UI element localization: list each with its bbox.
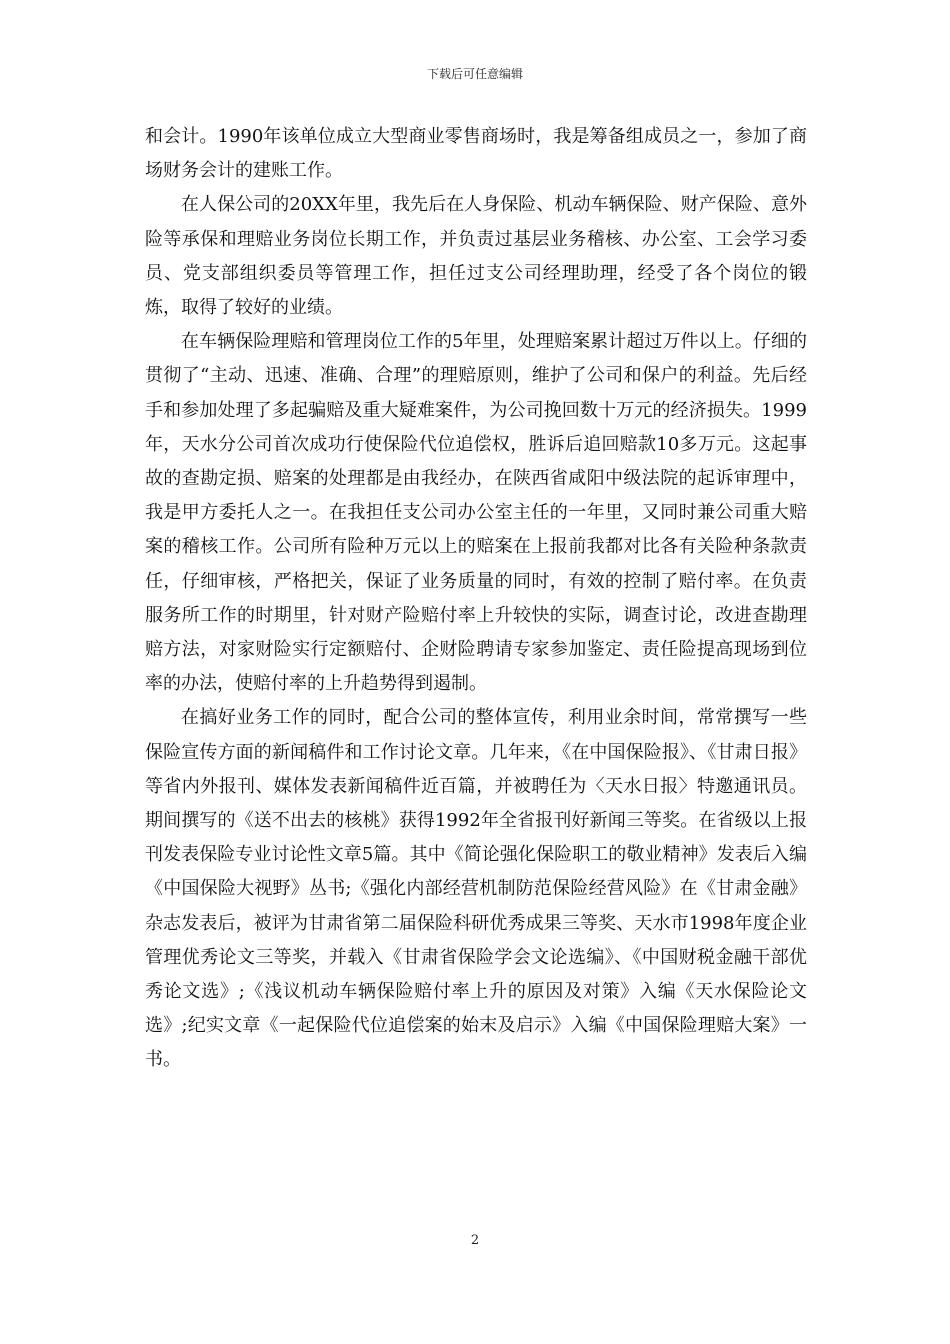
paragraph-career-overview: 在人保公司的20XX年里，我先后在人身保险、机动车辆保险、财产保险、意外险等承保和理赔业务岗位长期工作，并负责过基层业务稽核、办公室、工会学习委员、党支部组织委员等管理工作，担任过支公司经理助理，经受了各个岗位的锻炼，取得了较好的业绩。 (145, 194, 807, 319)
page-number: 2 (470, 1233, 480, 1248)
page-header: 下载后可任意编辑 (426, 67, 523, 81)
paragraph-claims-management: 在车辆保险理赔和管理岗位工作的5年里，处理赔案累计超过万件以上。仔细的贯彻了“主动、迅速、准确、合理”的理赔原则，维护了公司和保户的利益。先后经手和参加处理了多起骗赔及重大疑难案件，为公司挽回数十万元的经济损失。1999年，天水分公司首次成功行使保险代位追偿权，胜诉后追回赔款10多万元。这起事故的查勘定损、赔案的处理都是由我经办，在陕西省咸阳中级法院的起诉审理中，我是甲方委托人之一。在我担任支公司办公室主任的一年里，又同时兼公司重大赔案的稽核工作。公司所有险种万元以上的赔案在上报前我都对比各有关险种条款责任，仔细审核，严格把关，保证了业务质量的同时，有效的控制了赔付率。在负责服务所工作的时期里，针对财产险赔付率上升较快的实际，调查讨论，改进查勘理赔方法，对家财险实行定额赔付、企财险聘请专家参加鉴定、责任险提高现场到位率的办法，使赔付率的上升趋势得到遏制。 (145, 331, 807, 695)
paragraph-continuation: 和会计。1990年该单位成立大型商业零售商场时，我是筹备组成员之一，参加了商场财务会计的建账工作。 (145, 126, 807, 182)
document-body (145, 120, 807, 1078)
paragraph-publications: 在搞好业务工作的同时，配合公司的整体宣传，利用业余时间，常常撰写一些保险宣传方面的新闻稿件和工作讨论文章。几年来，《在中国保险报》、《甘肃日报》等省内外报刊、媒体发表新闻稿件近百篇，并被聘任为〈天水日报〉特邀通讯员。期间撰写的《送不出去的核桃》获得1992年全省报刊好新闻三等奖。在省级以上报刊发表保险专业讨论性文章5篇。其中《简论强化保险职工的敬业精神》发表后入编《中国保险大视野》丛书;《强化内部经营机制防范保险经营风险》在《甘肃金融》杂志发表后，被评为甘肃省第二届保险科研优秀成果三等奖、天水市1998年度企业管理优秀论文三等奖，并载入《甘肃省保险学会文论选编》、《中国财税金融干部优秀论文选》;《浅议机动车辆保险赔付率上升的原因及对策》入编《天水保险论文选》;纪实文章《一起保险代位追偿案的始末及启示》入编《中国保险理赔大案》一书。 (145, 707, 807, 1071)
